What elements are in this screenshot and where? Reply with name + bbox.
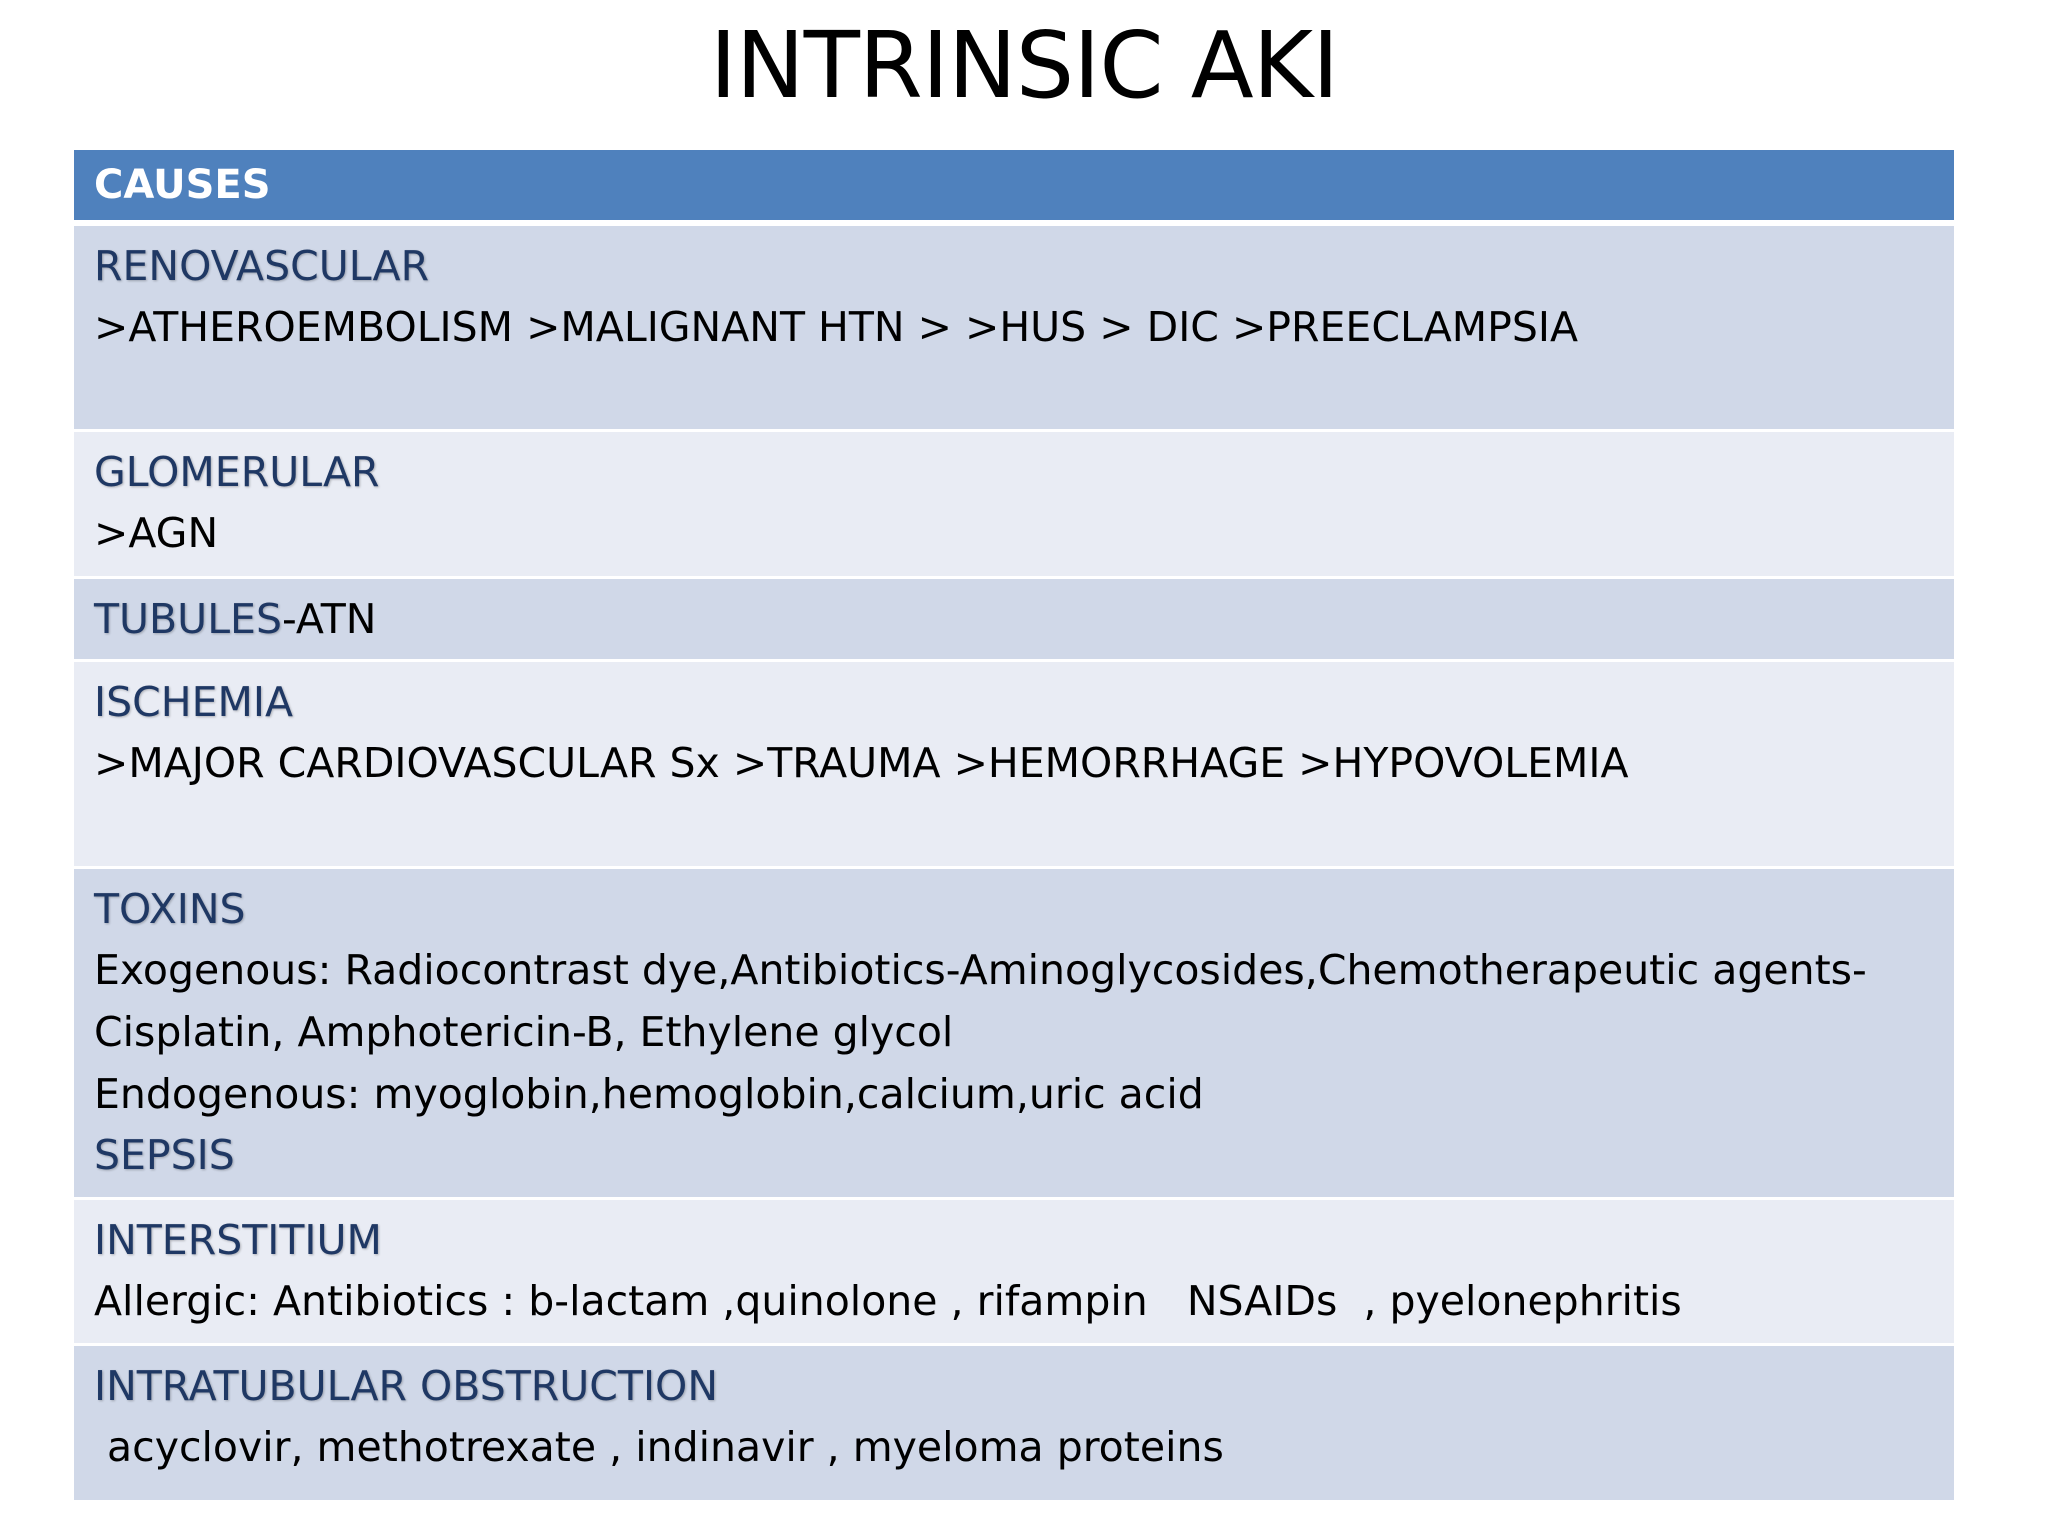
tubules-detail: -ATN bbox=[281, 595, 377, 643]
tubules-line bbox=[94, 589, 1934, 649]
row-intratubular-obstruction bbox=[74, 1346, 1954, 1500]
toxins-title: TOXINS bbox=[94, 885, 246, 933]
row-toxins bbox=[74, 869, 1954, 1200]
toxins-endogenous: Endogenous: myoglobin,hemoglobin,calcium,uric acid bbox=[94, 1070, 1204, 1118]
ischemia-title: ISCHEMIA bbox=[94, 678, 293, 726]
row-ischemia bbox=[74, 662, 1954, 869]
causes-table bbox=[74, 150, 1954, 1500]
toxins-exogenous: Exogenous: Radiocontrast dye,Antibiotics-Aminoglycosides,Chemotherapeutic agents- bbox=[94, 946, 1867, 994]
row-tubules bbox=[74, 579, 1954, 662]
row-renovascular bbox=[74, 226, 1954, 432]
intratubular-causes: acyclovir, methotrexate , indinavir , myeloma proteins bbox=[94, 1423, 1224, 1471]
toxins-exogenous-cont: Cisplatin, Amphotericin-B, Ethylene glycol bbox=[94, 1008, 954, 1056]
ischemia-causes: >MAJOR CARDIOVASCULAR Sx >TRAUMA >HEMORRHAGE >HYPOVOLEMIA bbox=[94, 739, 1629, 787]
table-header-causes: CAUSES bbox=[94, 162, 271, 208]
interstitium-title: INTERSTITIUM bbox=[94, 1216, 382, 1264]
glomerular-title: GLOMERULAR bbox=[94, 448, 380, 496]
table-header-row bbox=[74, 150, 1954, 226]
interstitium-causes: Allergic: Antibiotics : b-lactam ,quinolone , rifampin NSAIDs , pyelonephritis bbox=[94, 1277, 1682, 1325]
glomerular-causes: >AGN bbox=[94, 509, 219, 557]
tubules-title: TUBULES bbox=[94, 595, 282, 643]
row-glomerular bbox=[74, 432, 1954, 579]
renovascular-causes: >ATHEROEMBOLISM >MALIGNANT HTN > >HUS > DIC >PREECLAMPSIA bbox=[94, 303, 1579, 351]
intratubular-title: INTRATUBULAR OBSTRUCTION bbox=[94, 1362, 718, 1410]
row-interstitium bbox=[74, 1200, 1954, 1346]
renovascular-title: RENOVASCULAR bbox=[94, 242, 430, 290]
slide-title: INTRINSIC AKI bbox=[709, 12, 1339, 119]
sepsis-title: SEPSIS bbox=[94, 1131, 235, 1179]
